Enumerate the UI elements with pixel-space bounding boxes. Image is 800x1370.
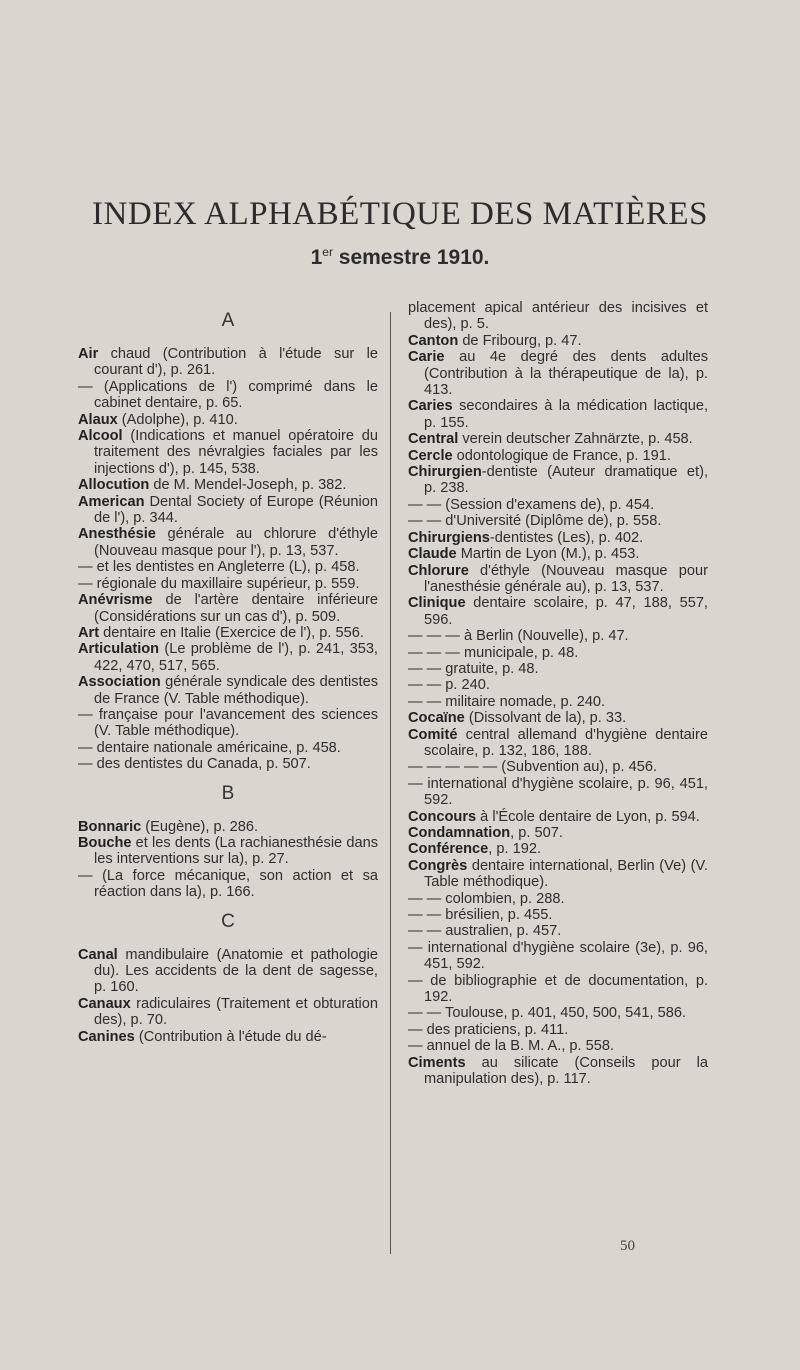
entry-text: d'éthyle (Nouveau masque pour l'anesthésie générale au), p. 13, 537. [424,562,708,595]
index-entry [408,333,708,349]
entry-text: — — p. 240. [408,677,490,694]
index-entry [78,346,378,379]
entry-text: -dentistes (Les), p. 402. [489,529,644,546]
entry-text: — — brésilien, p. 455. [408,907,553,924]
entry-text: , p. 192. [488,841,542,858]
subtitle-superscript: er [322,245,333,259]
entry-heading: Articulation [78,641,160,658]
index-entry [408,300,708,333]
index-entry [78,641,378,674]
entry-text: — française pour l'avancement des sciences (V. Table méthodique). [78,706,378,740]
index-entry [78,592,378,625]
index-entry [408,398,708,431]
entry-text: à l'École dentaire de Lyon, p. 594. [476,808,700,825]
entry-text: (Le problème de l'), p. 241, 353, 422, 470, 517, 565. [94,641,378,674]
entry-heading: Condamnation [408,825,511,841]
index-entry [78,674,378,707]
entry-text: — des dentistes du Canada, p. 507. [78,756,311,773]
index-entry [408,825,708,841]
entry-text: Martin de Lyon (M.), p. 453. [456,546,640,563]
entry-text: — — gratuite, p. 48. [408,660,539,677]
index-entry [408,497,708,513]
entry-text: dentaire en Italie (Exercice de l'), p. 556. [99,624,364,641]
right-column [408,300,708,1088]
index-entry [78,1029,378,1045]
index-entry [78,868,378,901]
index-entry [408,809,708,825]
index-entry [408,349,708,398]
index-entry [408,858,708,891]
entry-heading: Bonnaric [78,818,142,835]
index-entry [408,661,708,677]
index-entry [408,530,708,546]
index-entry [78,819,378,835]
entry-heading: Caries [408,398,453,415]
entry-text: — et les dentistes en Angleterre (L), p. 458. [78,559,360,576]
index-entry [408,891,708,907]
entry-heading: Art [78,624,100,641]
section-letter: B [221,782,235,804]
index-entry [408,546,708,562]
index-entry [78,707,378,740]
entry-heading: Cocaïne [408,710,465,727]
entry-text: placement apical antérieur des incisives et des), p. 5. [408,300,708,333]
entry-heading: Alcool [78,428,123,445]
index-entry [408,448,708,464]
entry-text: (Adolphe), p. 410. [117,411,238,428]
entry-heading: Chirurgien [408,464,482,481]
entry-text: verein deutscher Zahnärzte, p. 458. [458,431,693,448]
entry-heading: American [78,493,145,510]
entry-text: — — — municipale, p. 48. [408,644,579,661]
entry-heading: Claude [408,546,457,563]
entry-heading: Bouche [78,834,132,851]
column-divider [390,312,391,1254]
entry-heading: Anesthésie [78,526,156,543]
entry-heading: Cercle [408,447,453,464]
entry-text: de Fribourg, p. 47. [458,332,582,349]
index-entry [408,1055,708,1088]
entry-text: (Contribution à l'étude du dé- [134,1028,327,1045]
entry-text: — — militaire nomade, p. 240. [408,693,606,710]
entry-text: — de bibliographie et de documentation, p. 192. [408,972,708,1006]
entry-heading: Anévrisme [78,592,153,609]
entry-heading: Allocution [78,477,150,494]
index-entry [78,379,378,412]
entry-text: secondaires à la médication lactique, p. 155. [424,398,708,431]
entry-text: — (Applications de l') comprimé dans le cabinet dentaire, p. 65. [78,378,378,412]
index-entry [78,477,378,493]
entry-text: — — d'Université (Diplôme de), p. 558. [408,513,662,530]
entry-heading: Alaux [78,411,118,428]
entry-text: — annuel de la B. M. A., p. 558. [408,1038,615,1055]
entry-text: de l'artère dentaire inférieure (Considérations sur un cas d'), p. 509. [94,592,378,625]
entry-text: — (La force mécanique, son action et sa réaction dans la), p. 166. [78,867,378,901]
entry-text: — — — — — (Subvention au), p. 456. [408,759,658,776]
index-entry [408,776,708,809]
entry-heading: Carie [408,349,445,366]
index-entry [408,628,708,644]
entry-text: — international d'hygiène scolaire (3e), p. 96, 451, 592. [408,939,708,973]
subtitle-text: semestre 1910. [332,246,490,269]
index-entry [408,677,708,693]
index-entry [408,710,708,726]
left-column [78,300,378,1045]
index-entry [408,973,708,1006]
index-entry [78,559,378,575]
page-subtitle [0,245,800,270]
index-entry [408,1038,708,1054]
index-entry [78,428,378,477]
entry-text: — — australien, p. 457. [408,923,562,940]
entry-text: de M. Mendel-Joseph, p. 382. [149,477,347,494]
entry-heading: Clinique [408,595,466,612]
entry-text: générale syndicale des dentistes de France (V. Table méthodique). [94,674,378,707]
index-entry [408,645,708,661]
index-entry [408,1022,708,1038]
entry-heading: Canines [78,1028,135,1045]
subtitle-number: 1 [310,246,323,269]
entry-text: (Indications et manuel opératoire du traitement des névralgies faciales par les injections d'), p. 145, 538. [94,428,378,477]
index-entry [408,694,708,710]
entry-text: — régionale du maxillaire supérieur, p. 559. [78,575,360,592]
index-entry [408,563,708,596]
entry-text: odontologique de France, p. 191. [452,447,671,464]
entry-heading: Association [78,674,161,691]
entry-text: au 4e degré des dents adultes (Contribution à la thérapeutique de la), p. 413. [424,349,708,399]
entry-heading: Concours [408,808,477,825]
entry-text: — — — à Berlin (Nouvelle), p. 47. [408,628,629,645]
entry-heading: Comité [408,726,458,743]
page-number: 50 [620,1238,635,1254]
index-entry [408,513,708,529]
entry-text: central allemand d'hygiène dentaire scolaire, p. 132, 186, 188. [424,726,708,759]
entry-text: radiculaires (Traitement et obturation des), p. 70. [94,995,378,1029]
index-entry [78,576,378,592]
index-entry [78,996,378,1029]
entry-text: (Dissolvant de la), p. 33. [464,710,627,727]
index-entry [408,727,708,760]
entry-text: -dentiste (Auteur dramatique et), p. 238. [424,464,708,497]
entry-text: générale au chlorure d'éthyle (Nouveau masque pour l'), p. 13, 537. [94,526,378,559]
entry-text: — international d'hygiène scolaire, p. 96, 451, 592. [408,775,708,809]
index-entry [408,1005,708,1021]
index-entry [408,431,708,447]
index-entry [408,759,708,775]
index-entry [408,595,708,628]
entry-text: (Eugène), p. 286. [141,818,259,835]
entry-text: dentaire scolaire, p. 47, 188, 557, 596. [424,595,708,628]
entry-heading: Canaux [78,995,131,1012]
page-title: INDEX ALPHABÉTIQUE DES MATIÈRES [92,196,708,232]
entry-heading: Canal [78,946,118,963]
entry-text: — des praticiens, p. 411. [408,1021,569,1038]
entry-heading: Canton [408,332,459,349]
entry-text: — — colombien, p. 288. [408,890,565,907]
index-entry [408,464,708,497]
index-entry [408,841,708,857]
entry-text: et les dents (La rachianesthésie dans les interventions sur la), p. 27. [94,834,378,868]
section-letter: A [221,310,235,331]
entry-heading: Chlorure [408,562,469,579]
entry-heading: Ciments [408,1054,466,1071]
entry-text: chaud (Contribution à l'étude sur le courant d'), p. 261. [94,346,378,379]
index-entry [408,940,708,973]
index-entry [408,907,708,923]
entry-text: dentaire international, Berlin (Ve) (V. Table méthodique). [424,857,708,891]
entry-heading: Congrès [408,857,468,874]
index-entry [78,947,378,996]
entry-heading: Air [78,346,99,362]
index-entry [78,412,378,428]
index-entry [78,526,378,559]
entry-text: — — Toulouse, p. 401, 450, 500, 541, 586. [408,1005,687,1022]
entry-heading: Chirurgiens [408,529,490,546]
entry-text: , p. 507. [510,825,563,841]
entry-text: au silicate (Conseils pour la manipulation des), p. 117. [424,1054,708,1088]
index-entry [78,740,378,756]
entry-text: Dental Society of Europe (Réunion de l'), p. 344. [94,493,378,527]
entry-heading: Central [408,431,459,448]
entry-text: — — (Session d'examens de), p. 454. [408,496,655,513]
index-entry [408,923,708,939]
entry-text: — dentaire nationale américaine, p. 458. [78,739,341,756]
entry-text: mandibulaire (Anatomie et pathologie du). Les accidents de la dent de sagesse, p. 160. [94,946,378,996]
section-letter: C [221,910,235,932]
index-entry [78,835,378,868]
entry-heading: Conférence [408,841,489,858]
index-entry [78,625,378,641]
index-entry [78,494,378,527]
index-entry [78,756,378,772]
